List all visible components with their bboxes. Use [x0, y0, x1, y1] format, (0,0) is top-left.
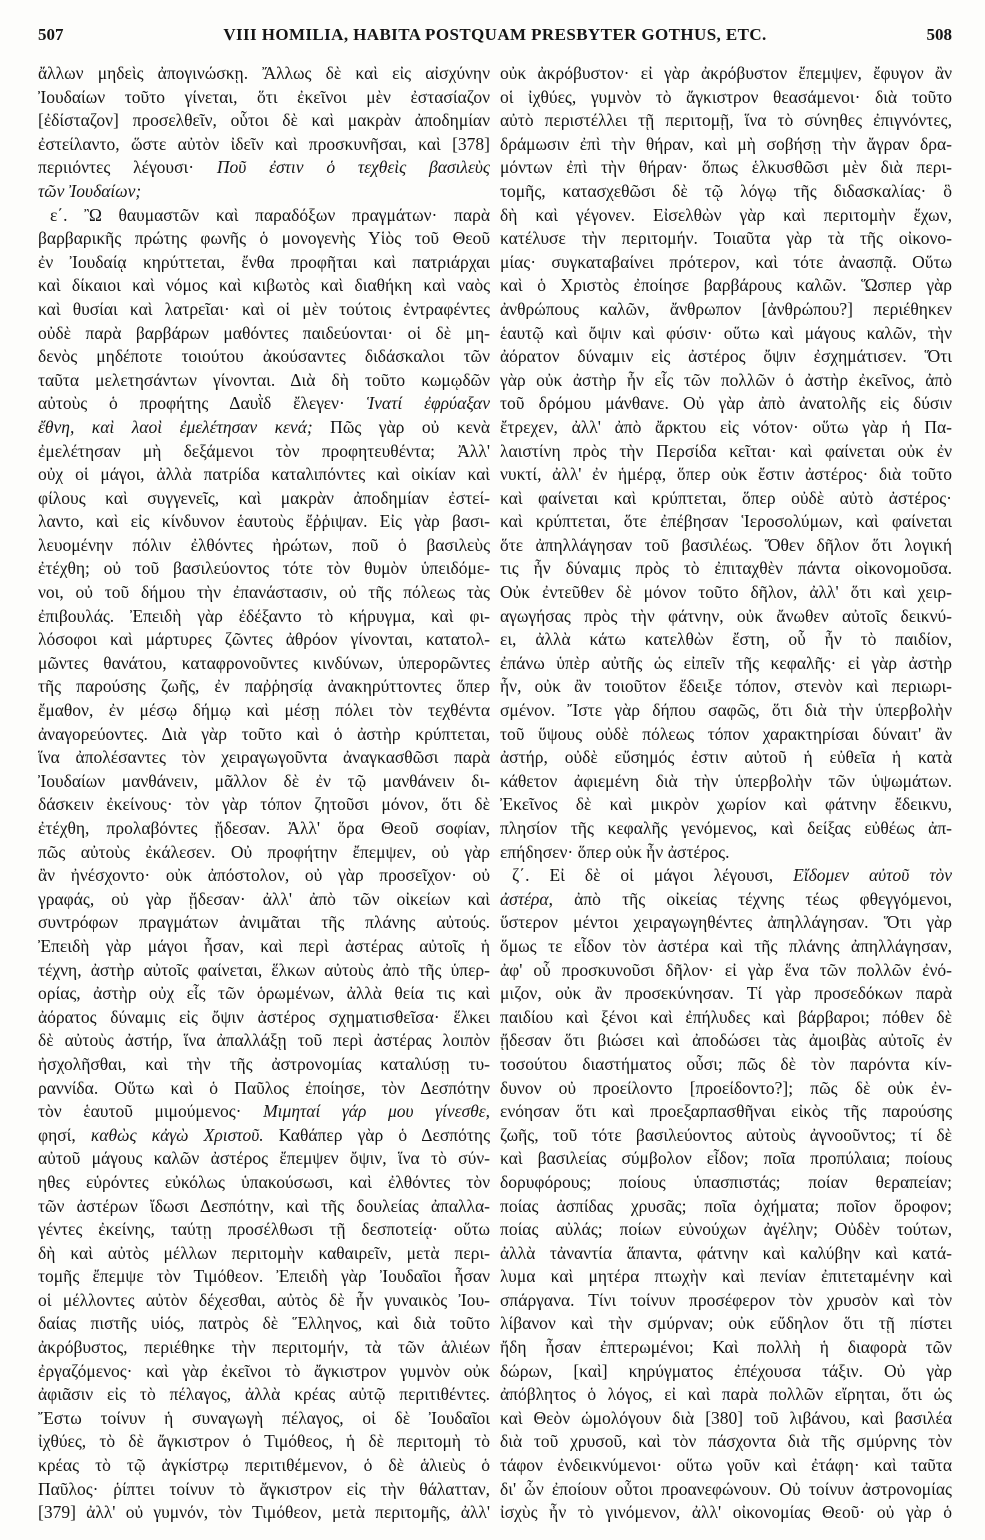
text-line: λαντο, καὶ εἰς κίνδυνον ἑαυτοὺς ἔῤῥιψαν. Εἰς γὰρ βασι-: [38, 511, 490, 532]
text-line: τομῆς, κατασχεθῶσι δὲ τῷ λόγῳ τῆς διδασκαλίας· ὃ: [500, 180, 952, 201]
text-line: ἀνθρώπους καλῶν, ἄνθρωπον [ἀνθρώπου?] περιέθηκεν: [500, 298, 952, 319]
text-line: ἠσχολῆσθαι, καὶ τὴν τῆς ἀστρονομίας καταλύσῃ τυ-: [38, 1053, 490, 1074]
text-line: ἀναγορεύοντες. Διὰ γὰρ τοῦτο καὶ ὁ ἀστὴρ κρύπτεται,: [38, 723, 490, 744]
text-line: ὅμως τε εἶδον τὸν ἀστέρα καὶ τῆς πλάνης ἀπηλλάγησαν,: [500, 935, 952, 956]
text-line: ορίας, ἀστὴρ οὐχ εἷς τῶν ὁρωμένων, ἀλλὰ θεία τις καὶ: [38, 983, 490, 1004]
italic-quotation: καθὼς κἀγὼ Χριστοῦ.: [90, 1124, 264, 1145]
text-line: δάσκειν ἐκείνους· τὸν γὰρ τόπον ζητοῦσι μόνον, ὅτι δὲ: [38, 794, 490, 815]
page-number-left: 507: [38, 25, 64, 44]
running-header: [38, 22, 952, 48]
text-line: ἤδη ἦσαν ἐπτερωμένοι; Καὶ πολλὴ ἡ διαφορὰ τῶν: [500, 1337, 952, 1358]
text-line: δώρων, [καὶ] κηρύγματος ἐπέχουσα τάξιν. Οὐ γὰρ: [500, 1360, 952, 1381]
text-line: ἰσχὺς ἦν τὸ γινόμενον, ἀλλ' οἰκονομίας Θεοῦ· οὐ γὰρ ὁ: [500, 1502, 952, 1523]
text-line: μιζον, οὐκ ἂν προσεκύνησαν. Τί γὰρ προσεδόκων παρὰ: [500, 983, 952, 1004]
text-line: ἀφιᾶσιν εἰς τὸ πέλαγος, ἀλλὰ κρέας αὐτῷ περιτιθέντες.: [38, 1384, 490, 1405]
text-line: ἀπόβλητος ὁ λόγος, εἰ καὶ παρὰ πολλῶν εἴρηται, ὅτι ὡς: [500, 1384, 952, 1405]
text-line: ἂν ἠνέσχοντο· οὐκ ἀπόστολον, οὐ γὰρ προσεῖχον· οὐ: [38, 865, 490, 886]
text-line: οὐδὲ παρὰ βαρβάρων μαθόντες παιδεύονται· οἱ δὲ μη-: [38, 322, 490, 343]
text-line: δυνον οὐ προείλοντο [προείδοντο?]; πῶς δὲ οὐκ ἐν-: [500, 1077, 952, 1098]
italic-quotation: Ποῦ ἐστιν ὁ τεχθεὶς βασιλεὺς: [216, 157, 490, 178]
text-line: Ἔστω τοίνυν ἡ συναγωγὴ πέλαγος, οἱ δὲ Ἰουδαῖοι: [38, 1407, 490, 1428]
text-line: δὴ καὶ γέγονεν. Εἰσελθὼν γὰρ καὶ περιτομὴν ἔχων,: [500, 204, 952, 225]
italic-quotation: Εἴδομεν αὐτοῦ τὸν: [793, 865, 952, 886]
text-line: ἐτέχθη; οὐ τοῦ βασιλεύοντος τότε τὸν θυμὸν ὑπειδόμε-: [38, 558, 490, 579]
text-line: ἐπιβουλάς. Ἐπειδὴ γὰρ ἐδέξαντο τὸ κήρυγμα, καὶ φι-: [38, 605, 490, 626]
text-line: δράμωσιν ἐπὶ τὴν θήραν, καὶ μὴ σοβήσῃ τὴν ἄγραν δρα-: [500, 133, 952, 154]
text-line: πλησίον τῆς κεφαλῆς γενόμενος, καὶ δείξας εὐθέως ἀπ-: [500, 818, 952, 838]
text-segment: αὐτοὺς ὁ προφήτης Δαυῒδ ἔλεγεν·: [38, 393, 367, 414]
text-line: ἐμελέτησαν μὴ δεξάμενοι τὸν προφητευθέντα; Ἀλλ': [38, 440, 490, 461]
text-line: ζωῆς, τοῦ τότε βασιλεύοντος αὐτοὺς ἀγνοοῦντος; τί δὲ: [500, 1124, 952, 1145]
text-line: καὶ κρύπτεται, ὅτε ἐπέβησαν Ἱεροσολύμων, καὶ φαίνεται: [500, 511, 952, 532]
text-line: διὰ τοῦ χρυσοῦ, καὶ τὸν πάσχοντα διὰ τῆς σμύρνης τὸν: [500, 1431, 952, 1452]
text-line: ἐν Ἰουδαίᾳ κηρύττεται, ἔνθα προφῆται καὶ πατριάρχαι: [38, 251, 490, 272]
text-line: οἱ μέλλοντες αὐτὸν δέχεσθαι, αὐτὸς δὲ ἦν γυναικὸς Ἰου-: [38, 1289, 490, 1310]
text-line: ἀφ' οὗ προσκυνοῦσι δῆλον· εἰ γὰρ ἕνα τῶν πολλῶν ἐνό-: [500, 959, 952, 980]
text-line: καὶ βασιλείας σύμβολον εἶδον; ποῖα προπύλαια; ποίους: [500, 1148, 952, 1169]
text-line: ε΄. Ὢ θαυμαστῶν καὶ παραδόξων πραγμάτων· παρὰ: [50, 204, 490, 225]
text-line: [379] ἀλλ' οὐ γυμνόν, τὸν Τιμόθεον, μετὰ περιτομῆς, ἀλλ': [38, 1502, 490, 1523]
text-line: γραφάς, οὐ γὰρ ᾔδεσαν· ἀλλ' ἀπὸ τῶν οἰκείων καὶ: [38, 888, 490, 909]
text-line: Ἰουδαίων τοῦτο γίνεται, ὅτι ἐκεῖνοι μὲν ἐστασίαζον: [38, 86, 490, 107]
text-segment: Πῶς γὰρ οὐ κενὰ: [312, 416, 490, 437]
text-line: [38, 416, 490, 440]
text-line: ενόησαν ὅτι καὶ προεξαρπασθῆναι εἰκὸς τῆς παρούσης: [500, 1101, 952, 1122]
text-line: ποίας αὐλάς; ποίων εὐνούχων ἀγέλην; Οὐδὲν τούτων,: [500, 1219, 952, 1240]
text-line: δι' ὧν ἐποίουν οὗτοι προανεφώνουν. Οὐ τοίνυν ἀστρονομίας: [500, 1478, 952, 1499]
text-line: ᾔδεσαν ὅτι βιώσει καὶ ἀποδώσει τὰς ἀμοιβὰς αὐτοῖς ἐν: [500, 1030, 952, 1051]
text-line: [38, 1100, 490, 1124]
text-line: κάθετον ἀφιεμένη διὰ τὴν ὑπερβολὴν τῶν ὑψωμάτων.: [500, 770, 952, 791]
text-line: ἐργαζόμενος· καὶ γὰρ ἐκεῖνοι τὸ ἄγκιστρον γυμνὸν οὐκ: [38, 1360, 490, 1381]
text-segment: περιιόντες λέγουσι·: [38, 157, 217, 178]
text-line: ἀλλὰ τἀναντία ἅπαντα, φάτνην καὶ καλύβην καὶ κατά-: [500, 1242, 952, 1263]
text-line: τέχνη, ἀστὴρ αὐτοῖς φαίνεται, ἕλκων αὐτοὺς ἀπὸ τῆς ὑπερ-: [38, 959, 490, 980]
text-line: λευομένην πόλιν ἐλθόντες ἠρώτων, ποῦ ὁ βασιλεὺς: [38, 534, 490, 555]
text-line: ἦν, οὐκ ἂν τοιοῦτον ἔδειξε τόπον, στενὸν καὶ περιωρι-: [500, 676, 952, 697]
italic-quotation: τῶν Ἰουδαίων;: [38, 180, 142, 201]
text-line: παιδίου καὶ ξένοι καὶ ἐπήλυδες καὶ βάρβαροι; πόθεν δὲ: [500, 1006, 952, 1027]
text-line: λίβανον καὶ τὴν σμύρναν; οὐκ εὔδηλον ὅτι τῇ πίστει: [500, 1313, 952, 1334]
text-line: οὐκ ἀκρόβυστον· εἰ γὰρ ἀκρόβυστον ἔπεμψεν, ἔφυγον ἂν: [500, 63, 952, 83]
text-line: δορυφόρους; ποίους ὑπασπιστάς; ποίαν θεραπείαν;: [500, 1171, 952, 1192]
text-line: ἄλλων μηδεὶς ἀπογινώσκῃ. Ἄλλως δὲ καὶ εἰς αἰσχύνην: [38, 63, 490, 83]
text-line: μῶντες θανάτου, καταφρονοῦντες κινδύνων, ὑπερορῶντες: [38, 652, 490, 673]
right-text-column: [500, 62, 952, 1525]
text-line: καὶ δίκαιοι καὶ νόμος καὶ κιβωτὸς καὶ διαθήκη καὶ ναὸς: [38, 275, 490, 296]
text-line: ἀόρατον δύναμιν εἰς ἀστέρος ὄψιν ἐσχημάτισεν. Ὅτι: [500, 346, 952, 367]
text-line: ἐτέχθη, προλαβόντες ᾔδεσαν. Ἀλλ' ὅρα Θεοῦ σοφίαν,: [38, 818, 490, 838]
text-line: Οὐκ ἐντεῦθεν δὲ μόνον τοῦτο δῆλον, ἀλλ' ὅτι καὶ χειρ-: [500, 582, 952, 603]
text-line: νοι, οὐ τοῦ δήμου τὴν ἐπανάστασιν, οὐ τῆς πόλεως τὰς: [38, 582, 490, 603]
text-line: δὴ καὶ αὐτὸς μέλλων περιτομὴν καθαιρεῖν, μετὰ περι-: [38, 1242, 490, 1263]
text-line: δενὸς μηδέποτε τοιούτου ἀκούσαντες διδάσκαλοι τῶν: [38, 346, 490, 367]
text-line: ἔτρεχεν, ἀλλ' ἀπὸ ἄρκτου εἰς νότον· οὕτω γὰρ ἡ Πα-: [500, 416, 952, 437]
text-line: ηθες εὑρόντες εὐκόλως ὑπακούσωσι, καὶ ἐλθόντες τὸν: [38, 1171, 490, 1192]
text-segment: φησί,: [38, 1124, 91, 1145]
text-line: φίλους καὶ συγγενεῖς, καὶ μακρὰν ἀποδημίαν ἐστεί-: [38, 487, 490, 508]
page-number-right: 508: [926, 25, 952, 44]
italic-quotation: Μιμηταί γάρ μου γίνεσθε,: [263, 1101, 490, 1122]
text-line: τοῦ δρόμου μάνθανε. Οὐ γὰρ ἀπὸ ἀνατολῆς εἰς δύσιν: [500, 393, 952, 414]
text-line: ποίας ἀσπίδας χρυσᾶς; ποῖα ὀχήματα; ποῖον ὄροφον;: [500, 1195, 952, 1216]
text-line: πῶς αὐτοὺς ἐκάλεσεν. Οὐ προφήτην ἔπεμψεν, οὐ γὰρ: [38, 841, 490, 862]
text-line: αγωγήσας πρὸς τὴν φάτνην, οὐκ ἄνωθεν αὐτοῖς δεικνύ-: [500, 605, 952, 626]
text-line: ἐπάνω ὑπὲρ αὐτῆς ὡς εἰπεῖν τῆς κεφαλῆς· εἰ γὰρ ἀστὴρ: [500, 652, 952, 673]
text-line: καὶ ὁ Χριστὸς ἐποίησε βαρβάρους καλῶν. Ὥσπερ γὰρ: [500, 275, 952, 296]
text-line: νυκτί, ἀλλ' ἐν ἡμέρᾳ, ὅπερ οὐκ ἔστιν ἀστέρος· διὰ τοῦτο: [500, 464, 952, 485]
text-line: συντρόφων πραγμάτων ἀνιμᾶται τῆς πλάνης αὐτούς.: [38, 912, 490, 933]
text-line: σμένον. Ἴστε γὰρ δήπου σαφῶς, ὅτι διὰ τὴν ὑπερβολὴν: [500, 700, 952, 721]
text-line: τοσούτου διαστήματος οὖσι; πῶς δὲ τὸν παρόντα κίν-: [500, 1053, 952, 1074]
text-line: γὰρ οὐκ ἀστὴρ ἦν εἷς τῶν πολλῶν ὁ ἀστὴρ ἐκεῖνος, ἀπὸ: [500, 369, 952, 390]
italic-quotation: Ἱνατί ἐφρύαξαν: [366, 393, 490, 414]
text-line: Ἰουδαίων μανθάνειν, μᾶλλον δὲ ἐν τῷ μανθάνειν δι-: [38, 770, 490, 791]
text-line: [38, 392, 490, 416]
text-line: δαίας πιστῆς υἱός, πατρὸς δὲ Ἕλληνος, καὶ διὰ τοῦτο: [38, 1313, 490, 1334]
text-line: οὐχ οἱ μάγοι, ἀλλὰ πατρίδα καταλιπόντες καὶ οἰκίαν καὶ: [38, 464, 490, 485]
text-line: μόντων ἐπὶ τὴν θήραν· ὅπως ἑλκυσθῶσι μὲν διὰ περι-: [500, 157, 952, 178]
text-line: κρέας τὸ τῷ ἀγκίστρῳ περιτιθέμενον, ὁ δὲ ἁλιεὺς ὁ: [38, 1455, 490, 1476]
text-line: καὶ Θεὸν ὡμολόγουν διὰ [380] τοῦ λιβάνου, καὶ βασιλέα: [500, 1407, 952, 1428]
text-line: ἀόρατος δύναμις εἰς ὄψιν ἀστέρος σχηματισθεῖσα· ἕλκει: [38, 1006, 490, 1027]
text-line: βαρβαρικῆς πρώτης φωνῆς ὁ μονογενὴς Υἱὸς τοῦ Θεοῦ: [38, 228, 490, 249]
text-line: ἑαυτῷ καὶ ὄψιν καὶ φύσιν· οὕτω καὶ μάγους καλῶν, τὴν: [500, 322, 952, 343]
text-line: ραννίδα. Οὕτω καὶ ὁ Παῦλος ἐποίησε, τὸν Δεσπότην: [38, 1077, 490, 1098]
text-line: [ἐδίσταζον] προσελθεῖν, οὗτοι δὲ καὶ μακρὰν ἀποδημίαν: [38, 110, 490, 131]
text-line: [500, 864, 952, 888]
text-line: τῆς παρούσης ζωῆς, ἐν παῤῥησίᾳ ἀνακηρύττοντες ὅπερ: [38, 676, 490, 697]
text-line: κατέλυσε τὴν περιτομήν. Τοιαῦτα γὰρ τὰ τῆς οἰκονο-: [500, 228, 952, 249]
text-line: ὕστερον μέντοι χειραγωγηθέντες ἀπηλλάγησαν. Ὅτι γὰρ: [500, 912, 952, 933]
text-line: τάφον ἐνδεικνύμενοι· οὕτω γοῦν καὶ ἐτάφη· καὶ ταῦτα: [500, 1455, 952, 1476]
italic-quotation: ἔθνη, καὶ λαοὶ ἐμελέτησαν κενά;: [38, 416, 313, 437]
running-title: VIII HOMILIA, HABITA POSTQUAM PRESBYTER GOTHUS, ETC.: [223, 25, 767, 44]
text-line: ἔμαθον, ἐν μέσῳ δήμῳ καὶ μέσῃ πόλει τὸν τεχθέντα: [38, 700, 490, 721]
text-segment: , ἀπὸ τῆς οἰκείας τέχνης τέως φθεγγόμενοι,: [548, 888, 952, 909]
text-line: ἰχθύες, τὸ δὲ ἄγκιστρον ὁ Τιμόθεος, ἡ δὲ περιτομὴ τὸ: [38, 1431, 490, 1452]
text-line: ὅτε ἀπηλλάγησαν τοῦ βασιλέως. Ὅθεν δῆλον ὅτι λογική: [500, 534, 952, 555]
text-line: οἱ ἰχθύες, γυμνὸν τὸ ἄγκιστρον θεασάμενοι· διὰ τοῦτο: [500, 86, 952, 107]
text-line: ἵνα ἀπολέσαντες τὸν χειραγωγοῦντα ἀναγκασθῶσι παρὰ: [38, 747, 490, 768]
text-line: αὐτὸ περιστέλλει τῇ περιτομῇ, ἵνα τὸ σύνηθες ἐπιγνόντες,: [500, 110, 952, 131]
text-line: τοῦ ὕψους οὐδὲ πόλεως τόπον χαρακτηρίσαι δύναιτ' ἂν: [500, 723, 952, 744]
text-line: [38, 156, 490, 180]
text-line: λόσοφοι καὶ μάρτυρες ζῶντες ἀθρόον γίνονται, κατατολ-: [38, 629, 490, 650]
text-line: [38, 1124, 490, 1148]
text-line: τομῆς ἔπεμψε τὸν Τιμόθεον. Ἐπειδὴ γὰρ Ἰουδαῖοι ἦσαν: [38, 1266, 490, 1287]
text-line: δὲ αὐτοὺς ἀστήρ, ἵνα ἀπαλλάξῃ τοῦ περὶ ἀστέρας λοιπὸν: [38, 1030, 490, 1051]
text-line: τῶν ἀστέρων ἴδωσι Δεσπότην, καὶ τῆς δουλείας ἀπαλλα-: [38, 1195, 490, 1216]
text-line: λαιστίνη πρὸς τὴν Περσίδα κεῖται· καὶ φαίνεται οὐκ ἐν: [500, 440, 952, 461]
text-segment: ζ΄. Εἰ δὲ οἱ μάγοι λέγουσι,: [512, 865, 794, 886]
text-line: ταῦτα μελετησάντων γίνονται. Διὰ δὴ τοῦτο κωμῳδῶν: [38, 369, 490, 390]
text-segment: Καθάπερ γὰρ ὁ Δεσπότης: [263, 1124, 490, 1145]
text-line: Ἐπειδὴ γὰρ μάγοι ἦσαν, καὶ περὶ ἀστέρας αὐτοῖς ἡ: [38, 935, 490, 956]
text-line: τις ἦν δύναμις πρὸς τὸ ἐπιταχθὲν πάντα οἰκονομοῦσα.: [500, 558, 952, 579]
text-line: Παῦλος· ῥίπτει τοίνυν τὸ ἄγκιστρον εἰς τὴν θάλατταν,: [38, 1478, 490, 1499]
text-line: λυμα καὶ μητέρα πτωχὴν καὶ πενίαν ἐπιτεταμένην καὶ: [500, 1266, 952, 1287]
text-line: καὶ φαίνεται καὶ κρύπτεται, ὅπερ οὐδὲ αὐτὸ ἀστέρος·: [500, 487, 952, 508]
text-line: [500, 888, 952, 912]
text-line: σπάργανα. Τίνι τοίνυν προσέφερον τὸν χρυσὸν καὶ τὸν: [500, 1289, 952, 1310]
text-line: μίας· συγκαταβαίνει πρότερον, καὶ τότε ἀνασπᾷ. Οὕτω: [500, 251, 952, 272]
text-line: [38, 180, 490, 204]
text-line: ἀκρόβυστος, περιέθηκε τὴν περιτομήν, τὰ τῶν ἁλιέων: [38, 1337, 490, 1358]
text-line: Ἐκεῖνος δὲ καὶ μικρὸν χωρίον καὶ φάτνην ἔδεικνυ,: [500, 794, 952, 815]
text-segment: τὸν ἑαυτοῦ μιμούμενος·: [38, 1101, 264, 1122]
text-line: ἀστήρ, οὐδὲ εὔσημός ἐστιν αὐτοῦ ἡ εὐθεῖα ἡ κατὰ: [500, 747, 952, 768]
italic-quotation: ἀστέρα: [500, 888, 549, 909]
text-line: αὐτοῦ μάγους καλῶν ἀστέρος ἔπεμψεν ὄψιν, ἵνα τὸ σύν-: [38, 1148, 490, 1169]
text-line: ει, ἀλλὰ κάτω κατελθὼν ἔστη, οὗ ἦν τὸ παιδίον,: [500, 629, 952, 650]
left-text-column: [38, 62, 490, 1525]
text-line: ἐστείλαντο, ὥστε αὐτὸν ἰδεῖν καὶ προσκυνῆσαι, καὶ [378]: [38, 133, 490, 154]
text-line: επήδησεν· ὅπερ οὐκ ἦν ἀστέρος.: [500, 841, 730, 862]
text-line: γέντες ἐκείνης, ταύτῃ προσέλθωσι τῇ δεσποτείᾳ· οὕτω: [38, 1219, 490, 1240]
text-line: καὶ θυσίαι καὶ λατρεῖαι· καὶ οἱ μὲν τούτοις ἐντραφέντες: [38, 298, 490, 319]
